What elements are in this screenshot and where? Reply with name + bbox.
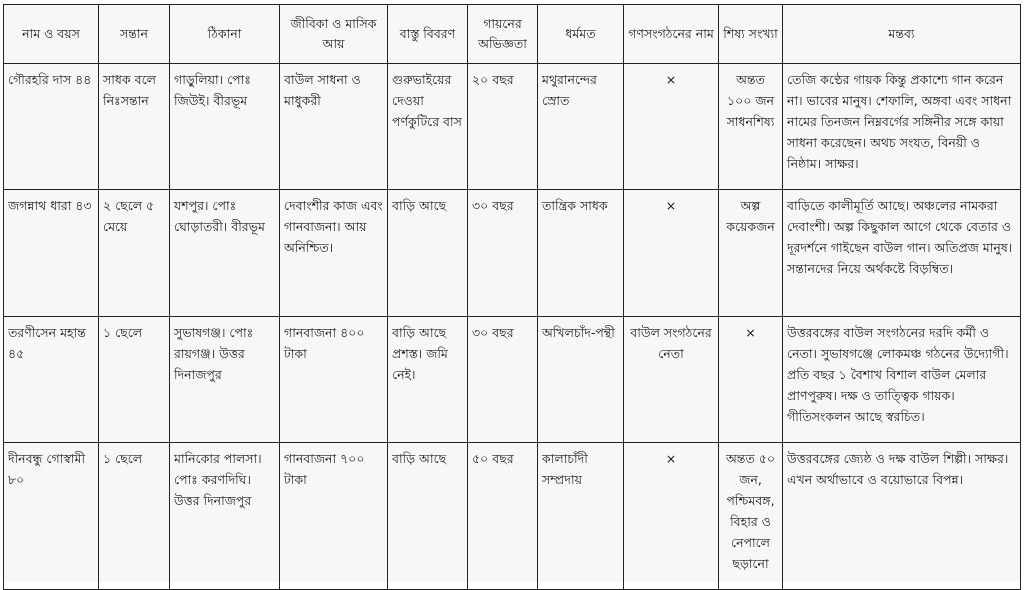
cell-livelihood: দেবাংশীর কাজ এবং গানবাজনা। আয় অনিশ্চিত।: [280, 190, 388, 317]
baul-singers-table: [3, 4, 1021, 590]
cell-remarks: বাড়িতে কালীমূর্তি আছে। অঞ্চলের নামকরা দেবাংশী। অল্প কিছুকাল আগে থেকে বেতার ও দূরদর্শনে গাইছেন বাউল গান। অতিপ্রজ মানুষ। সন্তানদের নিয়ে অর্থকষ্টে বিড়ম্বিত।: [783, 190, 1021, 317]
cell-disciples: ×: [719, 317, 783, 443]
cell-livelihood: গানবাজনা ৪০০ টাকা: [280, 317, 388, 443]
header-residence: বাস্তু বিবরণ: [388, 5, 468, 64]
cell-experience: ৩০ বছর: [468, 317, 538, 443]
cell-name-age: গৌরহরি দাস ৪৪: [4, 64, 99, 190]
cell-children: ১ ছেলে: [99, 443, 170, 590]
cell-address: সুভাষগঞ্জ। পোঃ রায়গঞ্জ। উত্তর দিনাজপুর: [170, 317, 280, 443]
cell-name-age: তরণীসেন মহান্ত ৪৫: [4, 317, 99, 443]
table-row: [4, 317, 1021, 443]
cell-disciples: অল্প কয়েকজন: [719, 190, 783, 317]
cell-residence: বাড়ি আছে: [388, 190, 468, 317]
cell-livelihood: বাউল সাধনা ও মাধুকরী: [280, 64, 388, 190]
table-row: [4, 443, 1021, 590]
cell-residence: বাড়ি আছে প্রশস্ত। জমি নেই।: [388, 317, 468, 443]
header-livelihood: জীবিকা ও মাসিক আয়: [280, 5, 388, 64]
header-disciples: শিষ্য সংখ্যা: [719, 5, 783, 64]
header-name-age: নাম ও বয়স: [4, 5, 99, 64]
cell-children: ২ ছেলে ৫ মেয়ে: [99, 190, 170, 317]
header-experience: গায়নের অভিজ্ঞতা: [468, 5, 538, 64]
cell-religion: কালাচাঁদী সম্প্রদায়: [538, 443, 624, 590]
cell-religion: অখিলচাঁদ-পন্থী: [538, 317, 624, 443]
cell-experience: ২০ বছর: [468, 64, 538, 190]
cell-disciples: অন্তত ৫০ জন, পশ্চিমবঙ্গ, বিহার ও নেপালে ছড়ানো: [719, 443, 783, 590]
cell-organisation: ×: [624, 190, 719, 317]
cell-children: সাধক বলে নিঃসন্তান: [99, 64, 170, 190]
cell-experience: ৫০ বছর: [468, 443, 538, 590]
table-row: [4, 190, 1021, 317]
cell-organisation: ×: [624, 443, 719, 590]
header-row: [4, 5, 1021, 64]
cell-residence: গুরুভাইয়ের দেওয়া পর্ণকুটিরে বাস: [388, 64, 468, 190]
cell-address: গাড়ুলিয়া। পোঃ জিউই। বীরভূম: [170, 64, 280, 190]
header-organisation: গণসংগঠনের নাম: [624, 5, 719, 64]
cell-disciples: অন্তত ১০০ জন সাধনশিষ্য: [719, 64, 783, 190]
cell-remarks: তেজি কণ্ঠের গায়ক কিন্তু প্রকাশ্যে গান করেন না। ভাবের মানুষ। শেফালি, অঙ্গবা এবং সাধনা নামের তিনজন নিম্নবর্গের সঙ্গিনীর সঙ্গে কায়া সাধনা করেছেন। অথচ সংযত, বিনয়ী ও নিষ্ঠাম। সাক্ষর।: [783, 64, 1021, 190]
cell-organisation: ×: [624, 64, 719, 190]
cell-remarks: উত্তরবঙ্গের বাউল সংগঠনের দরদি কর্মী ও নেতা। সুভাষগঞ্জে লোকমঞ্চ গঠনের উদ্যোগী। প্রতি বছর ১ বৈশাখ বিশাল বাউল মেলার প্রাণপুরুষ। দক্ষ ও তাত্ত্বিক গায়ক। গীতিসংকলন আছে স্বরচিত।: [783, 317, 1021, 443]
cell-name-age: জগন্নাথ ধারা ৪৩: [4, 190, 99, 317]
cell-religion: তান্ত্রিক সাধক: [538, 190, 624, 317]
header-religion: ধর্মমত: [538, 5, 624, 64]
cell-livelihood: গানবাজনা ৭০০ টাকা: [280, 443, 388, 590]
table-row: [4, 64, 1021, 190]
cell-address: যশপুর। পোঃ ঘোড়াতরী। বীরভূম: [170, 190, 280, 317]
header-address: ঠিকানা: [170, 5, 280, 64]
header-remarks: মন্তব্য: [783, 5, 1021, 64]
cell-name-age: দীনবন্ধু গোস্বামী ৮০: [4, 443, 99, 590]
header-children: সন্তান: [99, 5, 170, 64]
cell-organisation: বাউল সংগঠনের নেতা: [624, 317, 719, 443]
document-page: [3, 4, 1020, 582]
cell-religion: মথুরানন্দের স্রোত: [538, 64, 624, 190]
cell-residence: বাড়ি আছে: [388, 443, 468, 590]
cell-children: ১ ছেলে: [99, 317, 170, 443]
cell-remarks: উত্তরবঙ্গের জ্যেষ্ঠ ও দক্ষ বাউল শিল্পী। সাক্ষর। এখন অর্থাভাবে ও বয়োভারে বিপন্ন।: [783, 443, 1021, 590]
cell-address: মানিকোর পালসা। পোঃ করণদিঘি। উত্তর দিনাজপুর: [170, 443, 280, 590]
cell-experience: ৩০ বছর: [468, 190, 538, 317]
